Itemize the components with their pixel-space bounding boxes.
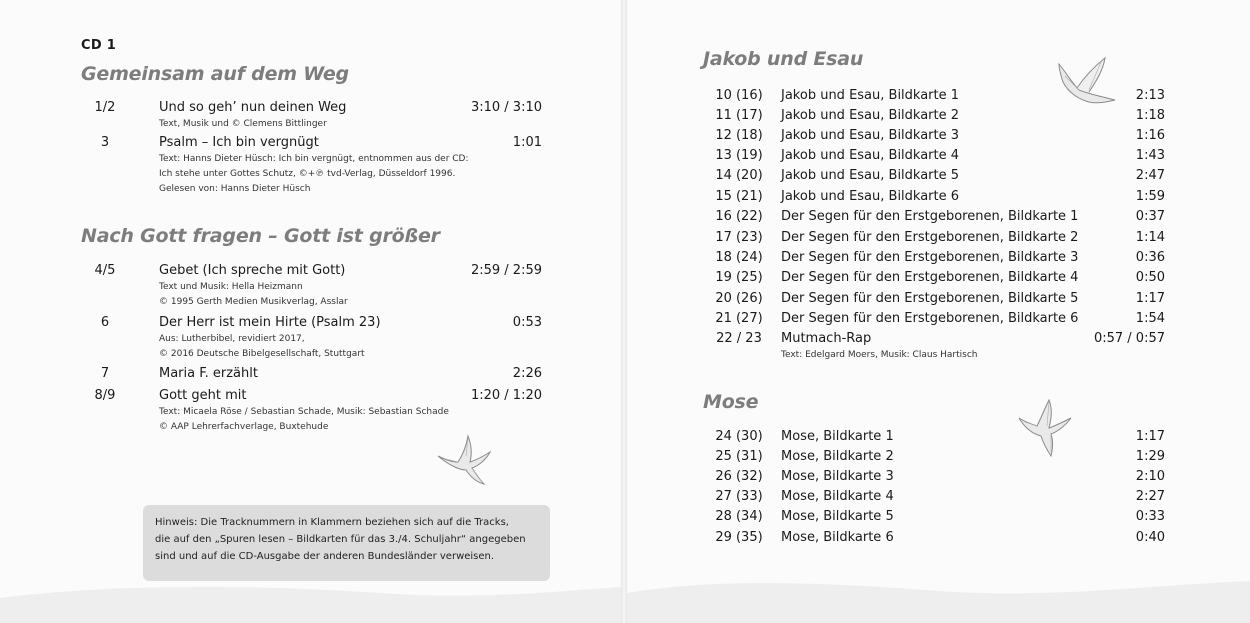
track-row[interactable]: [0, 263, 621, 281]
track-title: Der Segen für den Erstgeborenen, Bildkarte 5: [781, 291, 1079, 306]
track-row[interactable]: [627, 509, 1250, 527]
track-number: 14 (20): [715, 168, 763, 183]
track-row[interactable]: [0, 366, 621, 384]
track-row[interactable]: [627, 209, 1250, 227]
track-duration: 0:33: [1135, 509, 1165, 524]
track-number: 4/5: [94, 263, 116, 278]
section-title: Gemeinsam auf dem Weg: [81, 63, 349, 85]
track-title: Jakob und Esau, Bildkarte 2: [781, 108, 960, 123]
track-title: Mose, Bildkarte 3: [781, 469, 894, 484]
track-credit: Text: Hanns Dieter Hüsch: Ich bin vergnügt, entnommen aus der CD:: [159, 154, 469, 164]
track-row[interactable]: [627, 449, 1250, 467]
track-credit: Text: Edelgard Moers, Musik: Claus Hartisch: [781, 350, 978, 360]
track-duration: 1:20 / 1:20: [470, 388, 542, 403]
section-title: Nach Gott fragen – Gott ist größer: [81, 225, 440, 247]
track-title: Mose, Bildkarte 1: [781, 429, 894, 444]
cd-label: CD 1: [81, 38, 117, 53]
track-credit: Aus: Lutherbibel, revidiert 2017,: [159, 334, 305, 344]
track-title: Psalm – Ich bin vergnügt: [159, 135, 319, 150]
track-number: 8/9: [94, 388, 116, 403]
track-duration: 1:17: [1135, 429, 1165, 444]
track-number: 3: [100, 135, 110, 150]
track-duration: 0:53: [512, 315, 542, 330]
track-duration: 2:47: [1135, 168, 1165, 183]
track-credit: © AAP Lehrerfachverlage, Buxtehude: [159, 422, 329, 432]
section-title: Mose: [703, 391, 759, 413]
track-title: Mose, Bildkarte 2: [781, 449, 894, 464]
track-number: 20 (26): [715, 291, 763, 306]
track-duration: 2:27: [1135, 489, 1165, 504]
track-row[interactable]: [0, 388, 621, 406]
track-number: 16 (22): [715, 209, 763, 224]
track-duration: 1:17: [1135, 291, 1165, 306]
track-number: 29 (35): [715, 530, 763, 545]
section-title: Jakob und Esau: [703, 48, 864, 70]
track-duration: 0:36: [1135, 250, 1165, 265]
track-duration: 1:01: [512, 135, 542, 150]
track-title: Gebet (Ich spreche mit Gott): [159, 263, 346, 278]
track-row[interactable]: [627, 148, 1250, 166]
track-credit: © 2016 Deutsche Bibelgesellschaft, Stuttgart: [159, 349, 365, 359]
dove-icon: [432, 426, 494, 488]
track-row[interactable]: [627, 429, 1250, 447]
track-row[interactable]: [627, 311, 1250, 329]
track-title: Jakob und Esau, Bildkarte 1: [781, 88, 960, 103]
track-row[interactable]: [627, 189, 1250, 207]
track-credit: Gelesen von: Hanns Dieter Hüsch: [159, 184, 311, 194]
track-number: 7: [100, 366, 110, 381]
hint-line: die auf den „Spuren lesen – Bildkarten für das 3./4. Schuljahr“ angegeben: [155, 534, 526, 545]
track-duration: 2:13: [1135, 88, 1165, 103]
track-title: Jakob und Esau, Bildkarte 4: [781, 148, 960, 163]
track-duration: 0:40: [1135, 530, 1165, 545]
track-number: 1/2: [94, 100, 116, 115]
hint-box: [143, 505, 550, 581]
track-title: Und so geh’ nun deinen Weg: [159, 100, 347, 115]
track-number: 17 (23): [715, 230, 763, 245]
track-title: Der Herr ist mein Hirte (Psalm 23): [159, 315, 381, 330]
track-duration: 0:57 / 0:57: [1093, 331, 1165, 346]
track-number: 21 (27): [715, 311, 763, 326]
track-duration: 1:59: [1135, 189, 1165, 204]
track-title: Der Segen für den Erstgeborenen, Bildkarte 3: [781, 250, 1079, 265]
track-duration: 0:50: [1135, 270, 1165, 285]
track-number: 25 (31): [715, 449, 763, 464]
right-page: [627, 0, 1250, 623]
track-row[interactable]: [627, 291, 1250, 309]
track-row[interactable]: [627, 88, 1250, 106]
track-title: Gott geht mit: [159, 388, 247, 403]
track-duration: 1:54: [1135, 311, 1165, 326]
left-page: [0, 0, 621, 623]
track-number: 12 (18): [715, 128, 763, 143]
track-duration: 1:18: [1135, 108, 1165, 123]
track-title: Mose, Bildkarte 6: [781, 530, 894, 545]
track-duration: 2:26: [512, 366, 542, 381]
track-row[interactable]: [627, 250, 1250, 268]
track-row[interactable]: [0, 100, 621, 118]
track-row[interactable]: [627, 331, 1250, 349]
track-credit: Text: Micaela Röse / Sebastian Schade, Musik: Sebastian Schade: [159, 407, 449, 417]
track-number: 27 (33): [715, 489, 763, 504]
track-title: Jakob und Esau, Bildkarte 6: [781, 189, 960, 204]
track-number: 28 (34): [715, 509, 763, 524]
track-row[interactable]: [0, 315, 621, 333]
track-duration: 1:29: [1135, 449, 1165, 464]
track-title: Der Segen für den Erstgeborenen, Bildkarte 4: [781, 270, 1079, 285]
track-credit: © 1995 Gerth Medien Musikverlag, Asslar: [159, 297, 348, 307]
track-credit: Ich stehe unter Gottes Schutz, ©+℗ tvd-Verlag, Düsseldorf 1996.: [159, 169, 456, 179]
track-number: 18 (24): [715, 250, 763, 265]
track-number: 26 (32): [715, 469, 763, 484]
hint-line: sind und auf die CD-Ausgabe der anderen Bundesländer verweisen.: [155, 551, 495, 562]
track-title: Jakob und Esau, Bildkarte 3: [781, 128, 960, 143]
track-credit: Text, Musik und © Clemens Bittlinger: [159, 119, 327, 129]
track-row[interactable]: [627, 469, 1250, 487]
track-number: 10 (16): [715, 88, 763, 103]
track-duration: 3:10 / 3:10: [470, 100, 542, 115]
track-row[interactable]: [627, 530, 1250, 548]
track-number: 19 (25): [715, 270, 763, 285]
track-title: Der Segen für den Erstgeborenen, Bildkarte 1: [781, 209, 1079, 224]
hint-line: Hinweis: Die Tracknummern in Klammern beziehen sich auf die Tracks,: [155, 517, 509, 528]
track-duration: 1:14: [1135, 230, 1165, 245]
track-row[interactable]: [627, 128, 1250, 146]
track-title: Mose, Bildkarte 5: [781, 509, 894, 524]
track-number: 11 (17): [715, 108, 763, 123]
track-number: 24 (30): [715, 429, 763, 444]
track-credit: Text und Musik: Hella Heizmann: [159, 282, 303, 292]
track-title: Maria F. erzählt: [159, 366, 258, 381]
track-duration: 1:43: [1135, 148, 1165, 163]
track-duration: 0:37: [1135, 209, 1165, 224]
track-duration: 2:10: [1135, 469, 1165, 484]
track-title: Mutmach-Rap: [781, 331, 872, 346]
track-number: 6: [100, 315, 110, 330]
track-duration: 2:59 / 2:59: [470, 263, 542, 278]
track-duration: 1:16: [1135, 128, 1165, 143]
track-row[interactable]: [627, 270, 1250, 288]
track-number: 15 (21): [715, 189, 763, 204]
track-row[interactable]: [627, 230, 1250, 248]
track-title: Der Segen für den Erstgeborenen, Bildkarte 6: [781, 311, 1079, 326]
track-title: Der Segen für den Erstgeborenen, Bildkarte 2: [781, 230, 1079, 245]
track-row[interactable]: [627, 108, 1250, 126]
track-row[interactable]: [627, 489, 1250, 507]
track-title: Mose, Bildkarte 4: [781, 489, 894, 504]
track-number: 13 (19): [715, 148, 763, 163]
track-number: 22 / 23: [716, 331, 762, 346]
track-title: Jakob und Esau, Bildkarte 5: [781, 168, 960, 183]
track-row[interactable]: [0, 135, 621, 153]
track-row[interactable]: [627, 168, 1250, 186]
